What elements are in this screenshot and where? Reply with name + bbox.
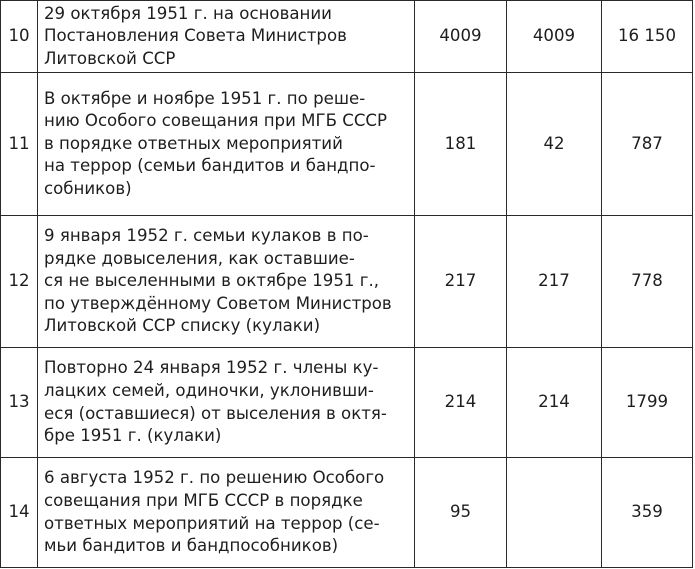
description-line: собников) [44,178,132,198]
description-line: мьи бандитов и бандпособников) [44,536,339,556]
families-value-2: 214 [507,348,602,458]
row-description [38,216,415,348]
table-row [1,348,693,458]
families-value-2: 217 [507,216,602,348]
persons-value: 359 [602,458,693,568]
description-line: лацких семей, одиночки, уклонивши- [44,380,374,400]
families-value: 95 [415,458,507,568]
families-value: 214 [415,348,507,458]
description-line: совещания при МГБ СССР в порядке [44,490,363,510]
persons-value: 787 [602,73,693,216]
description-line: еся (оставшиеся) от выселения в октя- [44,403,387,423]
row-description [38,458,415,568]
description-line: рядке довыселения, как оставшие- [44,248,355,268]
row-number: 14 [1,458,38,568]
row-description [38,73,415,216]
description-line: В октябре и ноябре 1951 г. по реше- [44,88,366,108]
description-line: ся не выселенными в октябре 1951 г., [44,271,380,291]
row-number: 13 [1,348,38,458]
families-value-2 [507,458,602,568]
description-line: Литовской ССР списку (кулаки) [44,316,321,336]
description-line: по утверждённому Советом Министров [44,293,392,313]
description-line: нию Особого совещания при МГБ СССР [44,111,387,131]
families-value: 217 [415,216,507,348]
table-row [1,216,693,348]
description-line: ответных мероприятий на террор (се- [44,513,380,533]
table-row [1,73,693,216]
description-line: в порядке ответных мероприятий [44,133,343,153]
description-line: 29 октября 1951 г. на основании [44,3,332,23]
families-value: 181 [415,73,507,216]
description-line: 9 января 1952 г. семьи кулаков в по- [44,226,369,246]
persons-value: 1799 [602,348,693,458]
row-number: 12 [1,216,38,348]
description-line: Повторно 24 января 1952 г. члены ку- [44,358,379,378]
persons-value: 16 150 [602,1,693,73]
row-number: 11 [1,73,38,216]
families-value-2: 4009 [507,1,602,73]
families-value-2: 42 [507,73,602,216]
description-line: Постановления Совета Министров [44,26,347,46]
table-row [1,458,693,568]
table-row [1,1,693,73]
description-line: бре 1951 г. (кулаки) [44,426,222,446]
description-line: 6 августа 1952 г. по решению Особого [44,468,385,488]
description-line: Литовской ССР [44,48,176,68]
row-description [38,1,415,73]
families-value: 4009 [415,1,507,73]
persons-value: 778 [602,216,693,348]
row-description [38,348,415,458]
description-line: на террор (семьи бандитов и бандпо- [44,156,376,176]
row-number: 10 [1,1,38,73]
